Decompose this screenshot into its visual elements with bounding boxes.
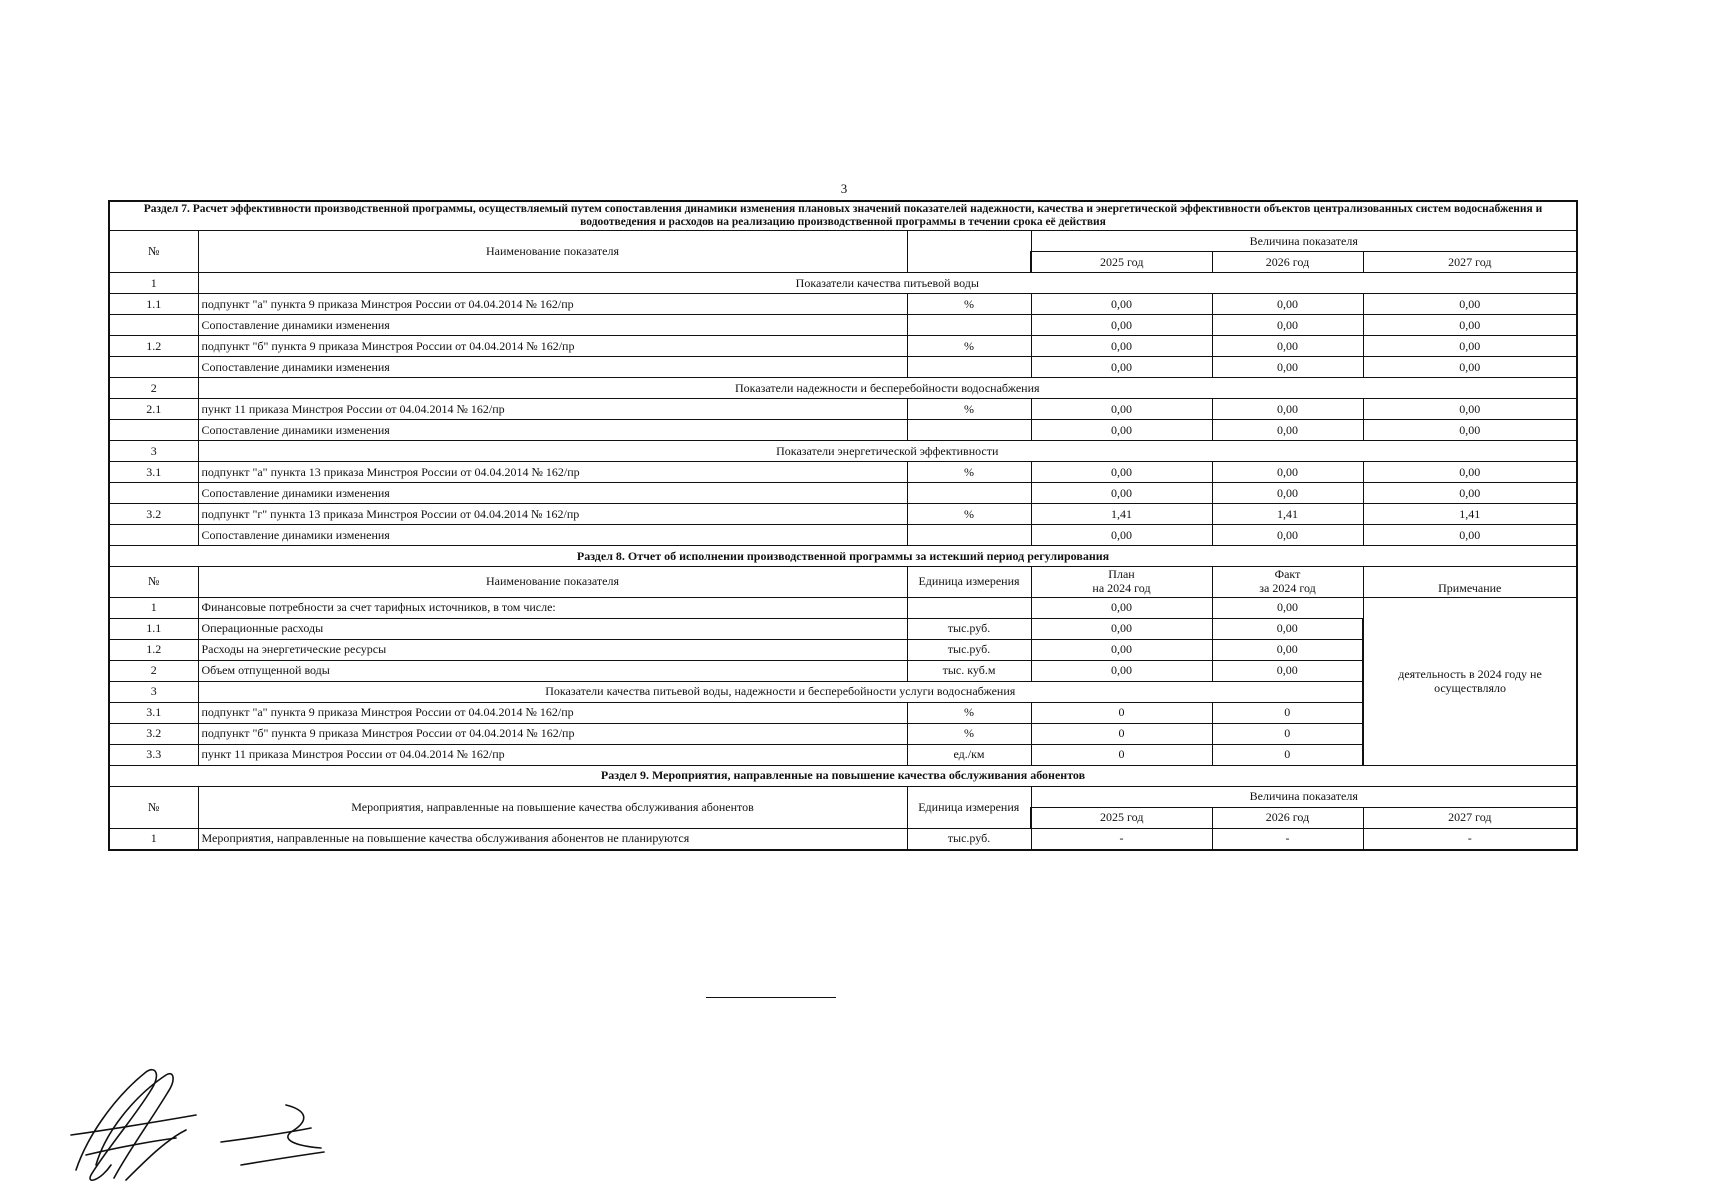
- row-num: 3.1: [109, 462, 198, 483]
- row-fact: 0,00: [1212, 640, 1363, 661]
- row-plan: 0: [1031, 703, 1212, 724]
- group-num: 2: [109, 378, 198, 399]
- indicator-row: [109, 336, 1577, 357]
- row-value: -: [1031, 829, 1212, 851]
- row-value: -: [1363, 829, 1577, 851]
- row-fact: 0,00: [1212, 619, 1363, 640]
- row-num: 3.2: [109, 724, 198, 745]
- row-value: 0,00: [1212, 399, 1363, 420]
- row-fact: 0: [1212, 745, 1363, 766]
- row-name: пункт 11 приказа Минстроя России от 04.04.2014 № 162/пр: [198, 399, 907, 420]
- row-value: 0,00: [1363, 483, 1577, 504]
- row-name: подпункт "а" пункта 9 приказа Минстроя России от 04.04.2014 № 162/пр: [198, 294, 907, 315]
- section8-header-row: [109, 567, 1577, 598]
- row-num: 1.2: [109, 640, 198, 661]
- row-value: 0,00: [1363, 357, 1577, 378]
- header-unit: Единица измерения: [907, 787, 1031, 829]
- header-year: 2026 год: [1212, 252, 1363, 273]
- report-row: [109, 724, 1577, 745]
- row-num: 3.1: [109, 703, 198, 724]
- row-plan: 0: [1031, 745, 1212, 766]
- footer-rule: [706, 997, 836, 998]
- row-fact: 0,00: [1212, 661, 1363, 682]
- row-unit: %: [907, 724, 1031, 745]
- row-unit: тыс.руб.: [907, 829, 1031, 851]
- measure-row: [109, 829, 1577, 851]
- indicator-row: [109, 357, 1577, 378]
- row-name: подпункт "б" пункта 9 приказа Минстроя России от 04.04.2014 № 162/пр: [198, 336, 907, 357]
- row-name: Сопоставление динамики изменения: [198, 315, 907, 336]
- row-value: 0,00: [1212, 315, 1363, 336]
- header-note: Примечание: [1363, 567, 1577, 598]
- header-plan: План на 2024 год: [1031, 567, 1212, 598]
- row-value: 0,00: [1212, 336, 1363, 357]
- row-unit: %: [907, 336, 1031, 357]
- header-name: Наименование показателя: [198, 231, 907, 273]
- group-row: [109, 273, 1577, 294]
- report-row: [109, 745, 1577, 766]
- row-value: 0,00: [1031, 357, 1212, 378]
- section9-title-row: [109, 766, 1577, 787]
- indicator-row: [109, 504, 1577, 525]
- row-fact: 0: [1212, 703, 1363, 724]
- row-unit: тыс. куб.м: [907, 661, 1031, 682]
- header-value-group: Величина показателя: [1031, 787, 1577, 808]
- report-row: [109, 703, 1577, 724]
- group-row: [109, 441, 1577, 462]
- row-value: 0,00: [1031, 420, 1212, 441]
- row-value: 1,41: [1212, 504, 1363, 525]
- header-num: №: [109, 787, 198, 829]
- row-name: Сопоставление динамики изменения: [198, 525, 907, 546]
- row-fact: 0: [1212, 724, 1363, 745]
- row-plan: 0,00: [1031, 640, 1212, 661]
- row-name: подпункт "б" пункта 9 приказа Минстроя России от 04.04.2014 № 162/пр: [198, 724, 907, 745]
- row-plan: 0,00: [1031, 619, 1212, 640]
- header-value-group: Величина показателя: [1031, 231, 1577, 252]
- header-num: №: [109, 231, 198, 273]
- row-name: пункт 11 приказа Минстроя России от 04.04.2014 № 162/пр: [198, 745, 907, 766]
- group-num: 3: [109, 441, 198, 462]
- report-row: [109, 640, 1577, 661]
- row-plan: 0,00: [1031, 661, 1212, 682]
- row-name: Сопоставление динамики изменения: [198, 483, 907, 504]
- row-name: Расходы на энергетические ресурсы: [198, 640, 907, 661]
- note-cell: деятельность в 2024 году не осуществляло: [1363, 598, 1577, 766]
- row-unit: %: [907, 294, 1031, 315]
- section7-title-row: [109, 201, 1577, 231]
- row-value: 0,00: [1031, 525, 1212, 546]
- header-year: 2027 год: [1363, 808, 1577, 829]
- indicator-row: [109, 315, 1577, 336]
- row-name: Объем отпущенной воды: [198, 661, 907, 682]
- header-unit: Единица измерения: [907, 567, 1031, 598]
- group-title: Показатели качества питьевой воды, надежности и бесперебойности услуги водоснабжения: [198, 682, 1363, 703]
- row-value: 0,00: [1031, 462, 1212, 483]
- row-num: [109, 315, 198, 336]
- header-year: 2027 год: [1363, 252, 1577, 273]
- section9-title: Раздел 9. Мероприятия, направленные на повышение качества обслуживания абонентов: [109, 766, 1577, 787]
- section8-title: Раздел 8. Отчет об исполнении производственной программы за истекший период регулирования: [109, 546, 1577, 567]
- header-year: 2025 год: [1031, 252, 1212, 273]
- row-value: 0,00: [1212, 462, 1363, 483]
- row-value: 0,00: [1212, 483, 1363, 504]
- row-value: 0,00: [1031, 315, 1212, 336]
- row-unit: тыс.руб.: [907, 619, 1031, 640]
- row-name: Сопоставление динамики изменения: [198, 357, 907, 378]
- row-value: 0,00: [1031, 336, 1212, 357]
- row-num: [109, 420, 198, 441]
- group-title: Показатели энергетической эффективности: [198, 441, 1577, 462]
- production-program-table: [108, 200, 1578, 851]
- row-value: 0,00: [1212, 357, 1363, 378]
- row-value: 0,00: [1363, 420, 1577, 441]
- group-title: Показатели качества питьевой воды: [198, 273, 1577, 294]
- section8-title-row: [109, 546, 1577, 567]
- indicator-row: [109, 525, 1577, 546]
- report-row: [109, 661, 1577, 682]
- row-num: 3.3: [109, 745, 198, 766]
- row-num: 1.2: [109, 336, 198, 357]
- row-value: 0,00: [1031, 294, 1212, 315]
- row-value: 0,00: [1363, 315, 1577, 336]
- row-num: 1.1: [109, 619, 198, 640]
- header-num: №: [109, 567, 198, 598]
- indicator-row: [109, 420, 1577, 441]
- row-unit: %: [907, 703, 1031, 724]
- signature-image: [66, 1060, 356, 1190]
- group-title: Показатели надежности и бесперебойности водоснабжения: [198, 378, 1577, 399]
- row-plan: 0,00: [1031, 598, 1212, 619]
- row-unit: [907, 525, 1031, 546]
- header-unit: [907, 231, 1031, 273]
- row-unit: [907, 357, 1031, 378]
- row-value: 0,00: [1363, 462, 1577, 483]
- row-unit: [907, 483, 1031, 504]
- header-name: Наименование показателя: [198, 567, 907, 598]
- table-body: [109, 201, 1577, 850]
- row-name: Операционные расходы: [198, 619, 907, 640]
- row-num: [109, 357, 198, 378]
- row-num: 1: [109, 598, 198, 619]
- header-year: 2026 год: [1212, 808, 1363, 829]
- report-row: [109, 619, 1577, 640]
- page-number: 3: [840, 181, 848, 196]
- row-value: -: [1212, 829, 1363, 851]
- row-value: 0,00: [1212, 525, 1363, 546]
- row-unit: [907, 420, 1031, 441]
- row-unit: тыс.руб.: [907, 640, 1031, 661]
- row-name: подпункт "г" пункта 13 приказа Минстроя России от 04.04.2014 № 162/пр: [198, 504, 907, 525]
- section9-header-row: [109, 787, 1577, 808]
- row-num: [109, 483, 198, 504]
- row-num: 2: [109, 661, 198, 682]
- header-fact: Факт за 2024 год: [1212, 567, 1363, 598]
- row-value: 1,41: [1031, 504, 1212, 525]
- row-value: 0,00: [1031, 483, 1212, 504]
- indicator-row: [109, 399, 1577, 420]
- group-row: [109, 378, 1577, 399]
- row-value: 1,41: [1363, 504, 1577, 525]
- section7-header-row: [109, 231, 1577, 252]
- row-value: 0,00: [1363, 399, 1577, 420]
- row-unit: ед./км: [907, 745, 1031, 766]
- row-name: Мероприятия, направленные на повышение качества обслуживания абонентов не планируются: [198, 829, 907, 851]
- section7-title: Раздел 7. Расчет эффективности производственной программы, осуществляемый путем сопоставления динамики изменения плановых значений показателей надежности, качества и энергетической эффективности объектов централизованных систем водоснабжения и водоотведения и расходов на реализацию производственной программы в течении срока её действия: [109, 201, 1577, 231]
- indicator-row: [109, 294, 1577, 315]
- row-value: 0,00: [1363, 294, 1577, 315]
- row-name: подпункт "а" пункта 9 приказа Минстроя России от 04.04.2014 № 162/пр: [198, 703, 907, 724]
- header-name: Мероприятия, направленные на повышение качества обслуживания абонентов: [198, 787, 907, 829]
- group-row: [109, 682, 1577, 703]
- row-num: [109, 525, 198, 546]
- indicator-row: [109, 462, 1577, 483]
- row-name: подпункт "а" пункта 13 приказа Минстроя России от 04.04.2014 № 162/пр: [198, 462, 907, 483]
- row-value: 0,00: [1363, 525, 1577, 546]
- row-unit: %: [907, 462, 1031, 483]
- row-unit: [907, 315, 1031, 336]
- row-num: 1.1: [109, 294, 198, 315]
- row-num: 2.1: [109, 399, 198, 420]
- indicator-row: [109, 483, 1577, 504]
- row-value: 0,00: [1212, 294, 1363, 315]
- row-unit: [907, 598, 1031, 619]
- row-name: Сопоставление динамики изменения: [198, 420, 907, 441]
- row-num: 3.2: [109, 504, 198, 525]
- row-value: 0,00: [1031, 399, 1212, 420]
- row-unit: %: [907, 399, 1031, 420]
- group-num: 1: [109, 273, 198, 294]
- row-unit: %: [907, 504, 1031, 525]
- row-plan: 0: [1031, 724, 1212, 745]
- row-value: 0,00: [1363, 336, 1577, 357]
- row-fact: 0,00: [1212, 598, 1363, 619]
- row-num: 1: [109, 829, 198, 851]
- report-row: [109, 598, 1577, 619]
- row-name: Финансовые потребности за счет тарифных источников, в том числе:: [198, 598, 907, 619]
- group-num: 3: [109, 682, 198, 703]
- header-year: 2025 год: [1031, 808, 1212, 829]
- row-value: 0,00: [1212, 420, 1363, 441]
